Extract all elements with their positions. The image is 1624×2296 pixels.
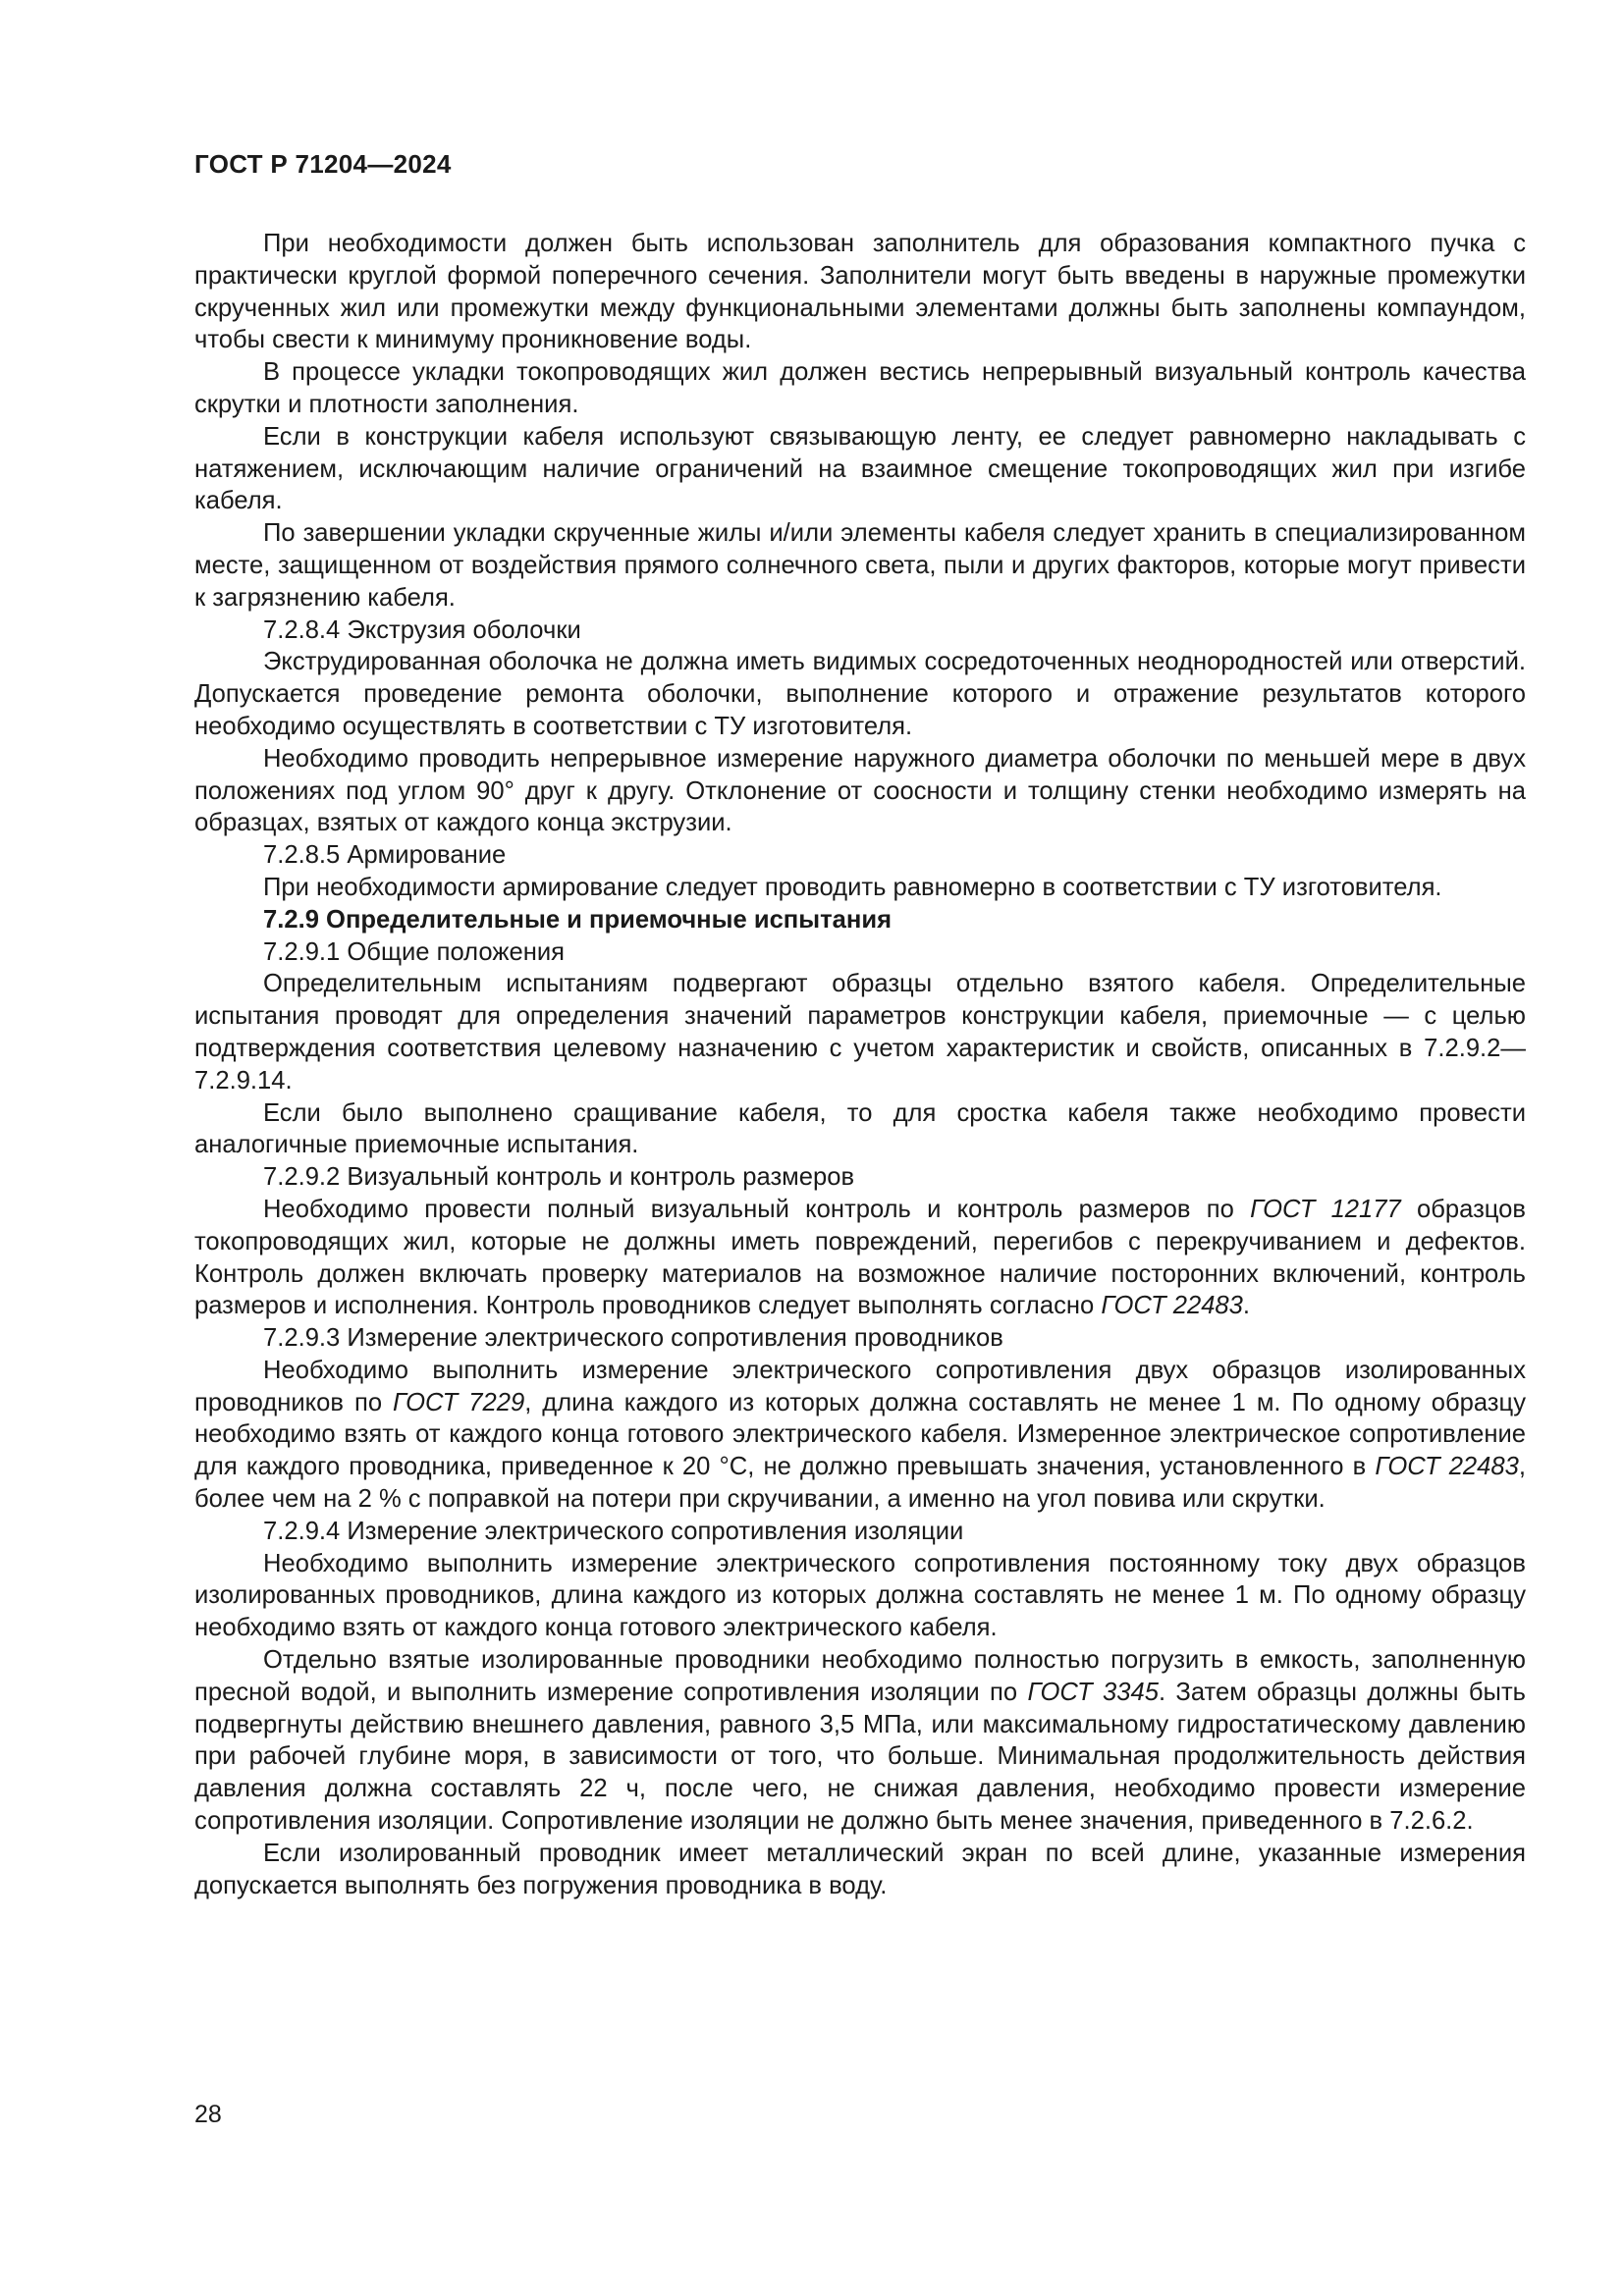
standard-reference: ГОСТ 22483: [1101, 1292, 1243, 1320]
text-segment: 7.2.9 Определительные и приемочные испытания: [263, 905, 893, 934]
text-segment: Определительным испытаниям подвергают образцы отдельно взятого кабеля. Определительные испытания проводят для определения значений параметров конструкции кабеля, приемочные — с целью подтверждения соответствия целевому назначению с учетом характеристик и свойств, описанных в 7.2.9.2—7.2.9.14.: [194, 970, 1526, 1095]
standard-reference: ГОСТ 3345: [1027, 1678, 1159, 1706]
body-paragraph: [194, 1097, 1526, 1162]
body-paragraph: [194, 1548, 1526, 1644]
standard-reference: ГОСТ 7229: [393, 1388, 525, 1416]
text-segment: образцов токопроводящих жил, которые не должны иметь повреждений, перегибов с перекручиванием и дефектов. Контроль должен включать проверку материалов на возможное наличие посторонних включений, контроль размеров и исполнения. Контроль проводников следует выполнять согласно: [194, 1195, 1527, 1320]
standard-reference: ГОСТ 12177: [1250, 1195, 1401, 1223]
body-paragraph: [194, 743, 1526, 839]
text-segment: Необходимо выполнить измерение электрического сопротивления постоянному току двух образцов изолированных проводников, длина каждого из которых должна составлять не менее 1 м. По одному образцу необходимо взять от каждого конца готового электрического кабеля.: [194, 1549, 1526, 1642]
body-paragraph: [194, 517, 1526, 614]
standard-reference: ГОСТ 22483: [1375, 1453, 1519, 1481]
text-segment: 7.2.8.5 Армирование: [263, 841, 507, 870]
body-paragraph: [194, 421, 1526, 517]
text-segment: 7.2.8.4 Экструзия оболочки: [263, 615, 581, 644]
text-segment: , длина каждого из которых должна составлять не менее 1 м. По одному образцу необходимо взять от каждого конца готового электрического кабеля. Измеренное электрическое сопротивление для каждого проводника, приведенное к 20 °С, не должно превышать значения, установленного в: [194, 1388, 1526, 1481]
text-segment: Отдельно взятые изолированные проводники необходимо полностью погрузить в емкость, заполненную пресной водой, и выполнить измерение сопротивления изоляции по: [194, 1646, 1526, 1706]
text-segment: Если было выполнено сращивание кабеля, то для сростка кабеля также необходимо провести аналогичные приемочные испытания.: [194, 1098, 1526, 1159]
body-paragraph: [194, 1838, 1526, 1902]
text-segment: Необходимо проводить непрерывное измерение наружного диаметра оболочки по меньшей мере в двух положениях под углом 90° друг к другу. Отклонение от соосности и толщину стенки необходимо измерять на образцах, взятых от каждого конца экструзии.: [194, 744, 1526, 837]
body-paragraph: [194, 1355, 1526, 1516]
text-segment: В процессе укладки токопроводящих жил должен вестись непрерывный визуальный контроль качества скрутки и плотности заполнения.: [194, 358, 1526, 418]
text-segment: По завершении укладки скрученные жилы и/или элементы кабеля следует хранить в специализированном месте, защищенном от воздействия прямого солнечного света, пыли и других факторов, которые могут привести к загрязнению кабеля.: [194, 519, 1526, 612]
text-segment: , более чем на 2 % с поправкой на потери при скручивании, а именно на угол повива или скрутки.: [194, 1453, 1526, 1514]
text-segment: 7.2.9.3 Измерение электрического сопротивления проводников: [263, 1324, 1003, 1353]
document-header-code: ГОСТ Р 71204—2024: [194, 149, 452, 179]
text-segment: При необходимости армирование следует проводить равномерно в соответствии с ТУ изготовителя.: [263, 873, 1442, 901]
text-segment: . Затем образцы должны быть подвергнуты действию внешнего давления, равного 3,5 МПа, или максимальному гидростатическому давлению при рабочей глубине моря, в зависимости от того, что больше. Минимальная продолжительность действия давления должна составлять 22 ч, после чего, не снижая давления, необходимо провести измерение сопротивления изоляции. Сопротивление изоляции не должно быть менее значения, приведенного в 7.2.6.2.: [194, 1678, 1526, 1836]
subsection-title: [194, 936, 1526, 969]
body-paragraph: [194, 872, 1526, 904]
text-segment: .: [1242, 1292, 1251, 1320]
body-paragraph: [194, 1644, 1526, 1838]
body-paragraph: [194, 968, 1526, 1096]
subsection-title: [194, 1516, 1526, 1548]
text-segment: 7.2.9.1 Общие положения: [263, 937, 565, 966]
page-number: 28: [194, 2101, 222, 2128]
text-segment: 7.2.9.2 Визуальный контроль и контроль размеров: [263, 1163, 855, 1192]
text-segment: 7.2.9.4 Измерение электрического сопротивления изоляции: [263, 1517, 964, 1545]
text-segment: Экструдированная оболочка не должна иметь видимых сосредоточенных неоднородностей или отверстий. Допускается проведение ремонта оболочки, выполнение которого и отражение результатов которого необходимо осуществлять в соответствии с ТУ изготовителя.: [194, 648, 1526, 740]
subsection-title: [194, 1322, 1526, 1355]
subsection-title: [194, 1161, 1526, 1194]
text-segment: Если изолированный проводник имеет металлический экран по всей длине, указанные измерения допускается выполнять без погружения проводника в воду.: [194, 1839, 1526, 1899]
document-body: [194, 228, 1526, 1901]
body-paragraph: [194, 646, 1526, 742]
body-paragraph: [194, 1194, 1526, 1322]
text-segment: Если в конструкции кабеля используют связывающую ленту, ее следует равномерно накладывать с натяжением, исключающим наличие ограничений на взаимное смещение токопроводящих жил при изгибе кабеля.: [194, 422, 1526, 515]
body-paragraph: [194, 356, 1526, 421]
text-segment: Необходимо выполнить измерение электрического сопротивления двух образцов изолированных проводников по: [194, 1356, 1526, 1416]
subsection-title: [194, 614, 1526, 647]
text-segment: Необходимо провести полный визуальный контроль и контроль размеров по: [263, 1195, 1251, 1223]
body-paragraph: [194, 228, 1526, 356]
section-heading: [194, 904, 1526, 936]
subsection-title: [194, 839, 1526, 872]
text-segment: При необходимости должен быть использован заполнитель для образования компактного пучка с практически круглой формой поперечного сечения. Заполнители могут быть введены в наружные промежутки скрученных жил или промежутки между функциональными элементами должны быть заполнены компаундом, чтобы свести к минимуму проникновение воды.: [194, 230, 1526, 354]
